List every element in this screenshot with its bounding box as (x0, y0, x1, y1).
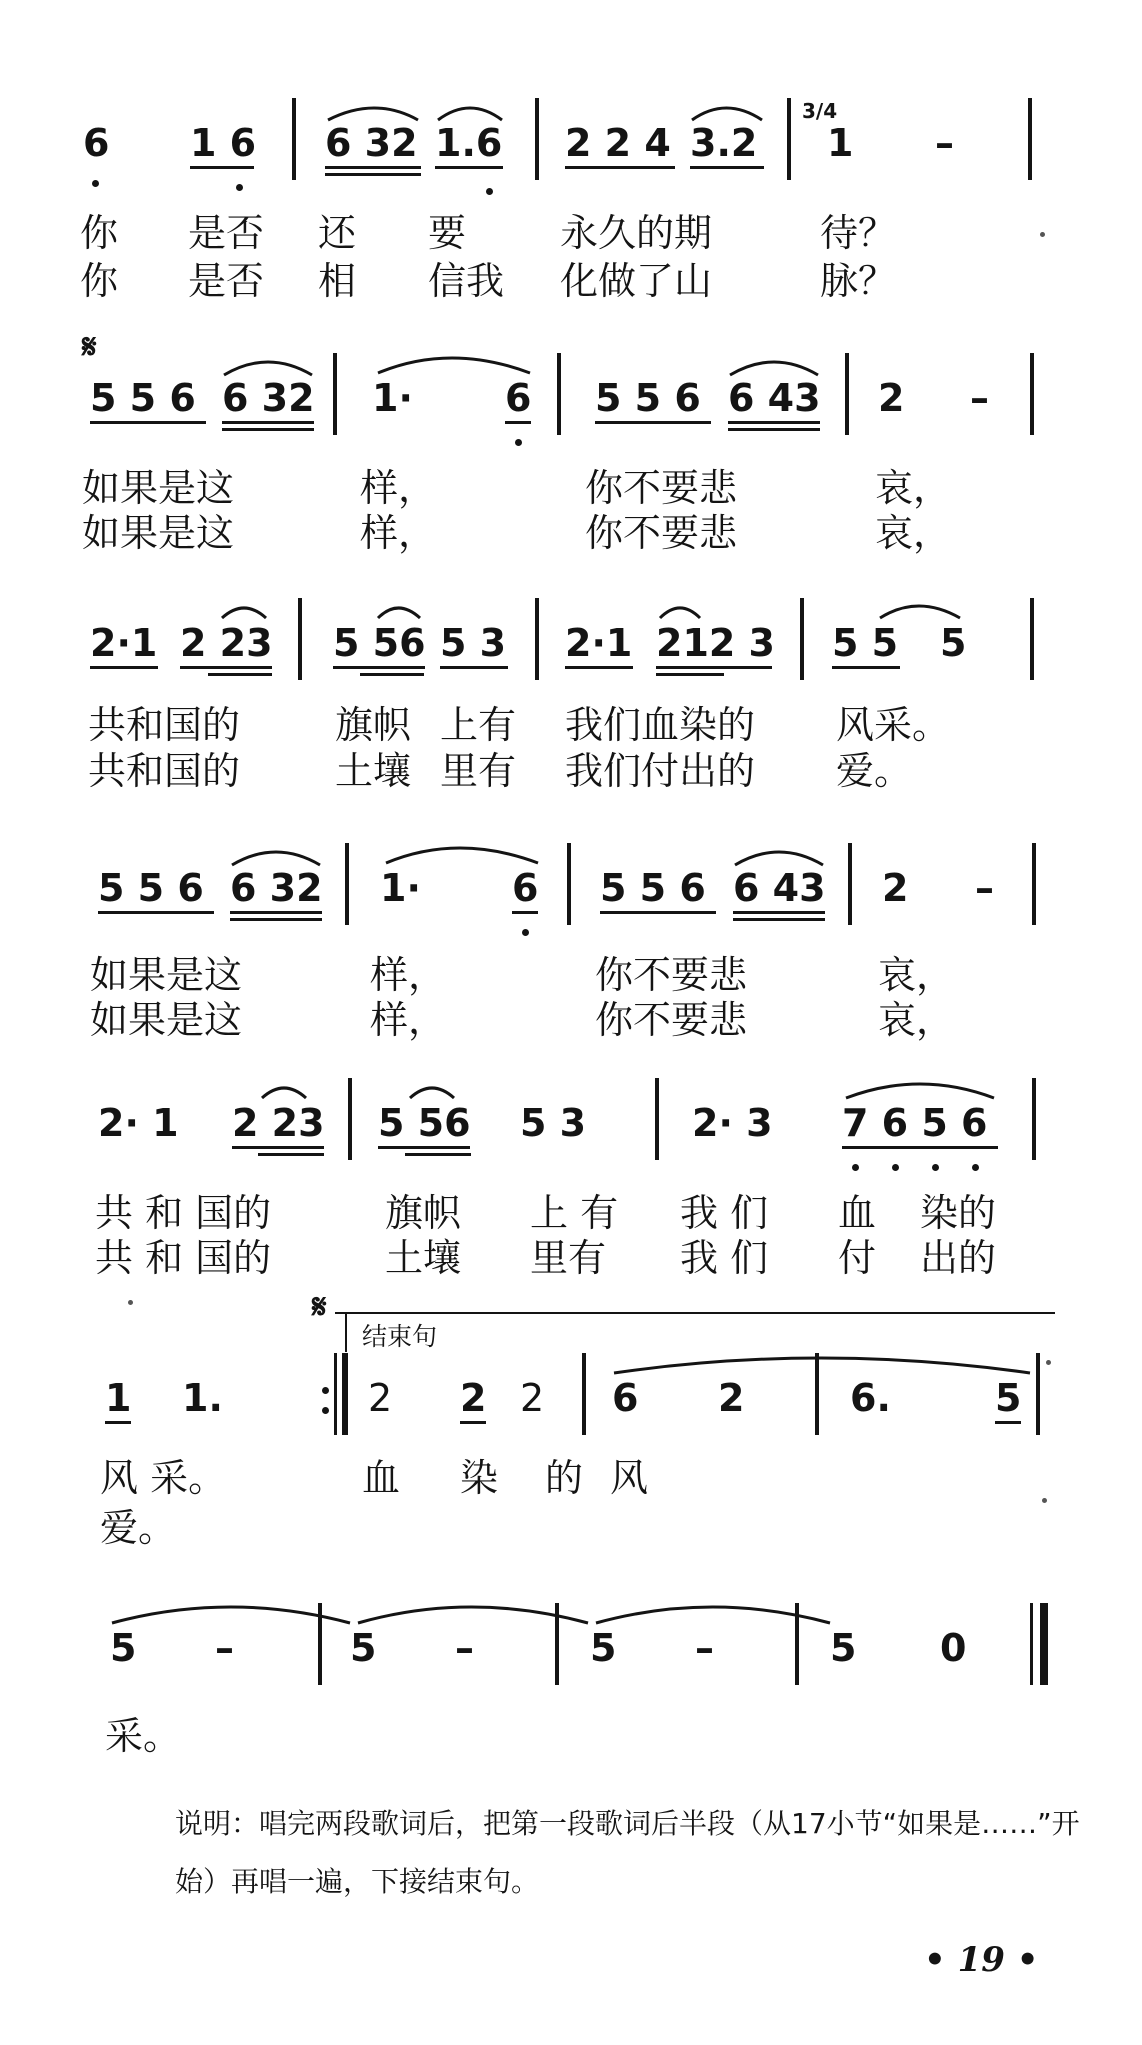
lyric: 土壤 (385, 1236, 462, 1280)
slurs (0, 580, 1142, 700)
staff-system-3 (0, 580, 1142, 793)
lyric: 爱。 (836, 749, 913, 793)
staff-system-5 (0, 1060, 1142, 1280)
notation-row (0, 1585, 1142, 1705)
lyric: 待？ (820, 211, 897, 255)
lyric: 共和国的 (88, 703, 241, 747)
note-group: 1· (380, 866, 421, 910)
slurs (0, 1585, 1142, 1705)
slurs (0, 80, 1142, 200)
lyric: 哀， (878, 953, 955, 997)
note-group: 2 (520, 1376, 545, 1420)
lyric: 出的 (920, 1236, 997, 1280)
lyric: 如果是这 (90, 953, 243, 997)
staff-system-7 (0, 1585, 1142, 1758)
lyric: 哀， (878, 998, 955, 1042)
note-group: 2 (878, 376, 905, 420)
note-group: 5 5 6 (595, 376, 701, 420)
lyric: 你不要悲 (585, 511, 738, 555)
lyric: 如果是这 (82, 466, 235, 510)
lyric: 的 (545, 1456, 584, 1500)
lyric: 是否 (188, 259, 265, 303)
staff-system-4 (0, 825, 1142, 1042)
note-group: 5 5 6 (90, 376, 196, 420)
note-group: 2 23 (232, 1101, 325, 1145)
note-group: 5 (350, 1626, 377, 1670)
lyric: 我们付出的 (565, 749, 756, 793)
note-group: 6. (850, 1376, 891, 1420)
lyric: 血 (838, 1191, 877, 1235)
lyric: 样， (360, 466, 437, 510)
note-group: 7 6 5 6 (842, 1101, 988, 1145)
lyric: 哀， (875, 511, 952, 555)
time-signature: 3/4 (802, 99, 838, 123)
note-group: 2·1 (565, 621, 633, 665)
note-group: 6 43 (733, 866, 826, 910)
note-group: 6 32 (222, 376, 315, 420)
slurs (0, 1060, 1142, 1180)
note-group: 2 (718, 1376, 745, 1420)
note-group: 1 (105, 1376, 132, 1420)
note-group: 2 23 (180, 621, 273, 665)
note-group: 5 5 (832, 621, 899, 665)
lyric: 风 (610, 1456, 649, 1500)
note-group: 0 (940, 1626, 967, 1670)
lyric: 风采。 (836, 703, 951, 747)
lyric: 付 (838, 1236, 877, 1280)
note-group: 5 (110, 1626, 137, 1670)
lyric: 你 (80, 259, 119, 303)
lyric: 样， (370, 998, 447, 1042)
lyric: 如果是这 (90, 998, 243, 1042)
lyric: 你不要悲 (585, 466, 738, 510)
lyric: 是否 (188, 211, 265, 255)
staff-system-1 (0, 80, 1142, 303)
lyric: 上 有 (530, 1191, 619, 1235)
lyric: 你不要悲 (595, 998, 748, 1042)
lyric: 血 (362, 1456, 401, 1500)
scan-speck (1042, 1498, 1047, 1503)
lyric: 脉？ (820, 259, 897, 303)
note-group: – (970, 376, 989, 420)
note-group: 5 (940, 621, 967, 665)
note-group: 5 56 (378, 1101, 471, 1145)
lyric: 如果是这 (82, 511, 235, 555)
lyric: 我 们 (680, 1191, 769, 1235)
lyric: 要 (428, 211, 467, 255)
note-group: 2 (882, 866, 909, 910)
notation-row (0, 1060, 1142, 1180)
lyric: 染 (460, 1456, 499, 1500)
note-group: – (455, 1626, 474, 1670)
note-group: 6 43 (728, 376, 821, 420)
note-group: 5 3 (440, 621, 507, 665)
notation-row (0, 825, 1142, 945)
note-group: 5 (830, 1626, 857, 1670)
lyric: 化做了山 (560, 259, 713, 303)
note-group: 2· 3 (692, 1101, 773, 1145)
note-group: 5 56 (333, 621, 426, 665)
note-group: 6 (505, 376, 532, 420)
page-number: • 19 • (924, 1940, 1039, 1980)
lyric: 你不要悲 (595, 953, 748, 997)
note-group: – (975, 866, 994, 910)
lyric: 采。 (105, 1714, 182, 1758)
slurs (0, 335, 1142, 455)
note-group: 1· (372, 376, 413, 420)
note-group: 5 5 6 (600, 866, 706, 910)
note-group: 2 (368, 1376, 393, 1420)
notation-row (0, 580, 1142, 700)
slurs (0, 825, 1142, 945)
note-group: 5 (590, 1626, 617, 1670)
note-group: 6 32 (325, 121, 418, 165)
ending-bracket (335, 1312, 1055, 1314)
note-group: 1 6 (190, 121, 257, 165)
lyric: 样， (370, 953, 447, 997)
lyric: 土壤 (335, 749, 412, 793)
note-group: 1 (827, 121, 854, 165)
lyric: 里有 (440, 749, 517, 793)
note-group: 2·1 (90, 621, 158, 665)
note-group: 2· 1 (98, 1101, 179, 1145)
lyric: 永久的期 (560, 211, 713, 255)
note-group: – (695, 1626, 714, 1670)
lyric: 我 们 (680, 1236, 769, 1280)
lyric: 共 和 国的 (95, 1236, 272, 1280)
note-group: 5 3 (520, 1101, 587, 1145)
note-group: 2 (460, 1376, 487, 1420)
staff-system-6 (0, 1287, 1142, 1550)
segno-sign: 𝄋 (312, 1287, 327, 1327)
lyric: 爱。 (100, 1506, 177, 1550)
lyric: 染的 (920, 1191, 997, 1235)
note-group: 5 (995, 1376, 1022, 1420)
note-group: 6 32 (230, 866, 323, 910)
lyric: 里有 (530, 1236, 607, 1280)
scan-speck (1046, 1360, 1051, 1365)
staff-system-2 (0, 327, 1142, 555)
note-group: 6 (512, 866, 539, 910)
note-group: 6 (83, 121, 110, 165)
slurs (0, 1335, 1142, 1455)
notation-row (0, 80, 1142, 200)
note-group: 3.2 (690, 121, 758, 165)
lyric: 旗帜 (335, 703, 412, 747)
lyric: 样， (360, 511, 437, 555)
lyric: 共 和 国的 (95, 1191, 272, 1235)
segno-sign: 𝄋 (82, 327, 97, 367)
notation-row (0, 1335, 1142, 1455)
explanation-text: 说明：唱完两段歌词后，把第一段歌词后半段（从17小节“如果是……”开始）再唱一遍，下接结束句。 (175, 1807, 1080, 1898)
lyric: 相 (318, 259, 357, 303)
ending-label: 结束句 (362, 1322, 438, 1351)
lyric: 哀， (875, 466, 952, 510)
lyric: 你 (80, 211, 119, 255)
lyric: 旗帜 (385, 1191, 462, 1235)
note-group: 2 2 4 (565, 121, 671, 165)
lyric: 上有 (440, 703, 517, 747)
scan-speck (1040, 232, 1045, 237)
note-group: 1. (182, 1376, 223, 1420)
lyric: 我们血染的 (565, 703, 756, 747)
note-group: 1.6 (435, 121, 503, 165)
note-group: – (215, 1626, 234, 1670)
notation-row (0, 335, 1142, 455)
note-group: 6 (612, 1376, 639, 1420)
lyric: 共和国的 (88, 749, 241, 793)
scan-speck (128, 1300, 133, 1305)
note-group: 212 3 (656, 621, 775, 665)
lyric: 信我 (428, 259, 505, 303)
note-group: 5 5 6 (98, 866, 204, 910)
lyric: 还 (318, 211, 357, 255)
lyric: 风 采。 (100, 1456, 227, 1500)
note-group: – (935, 121, 954, 165)
